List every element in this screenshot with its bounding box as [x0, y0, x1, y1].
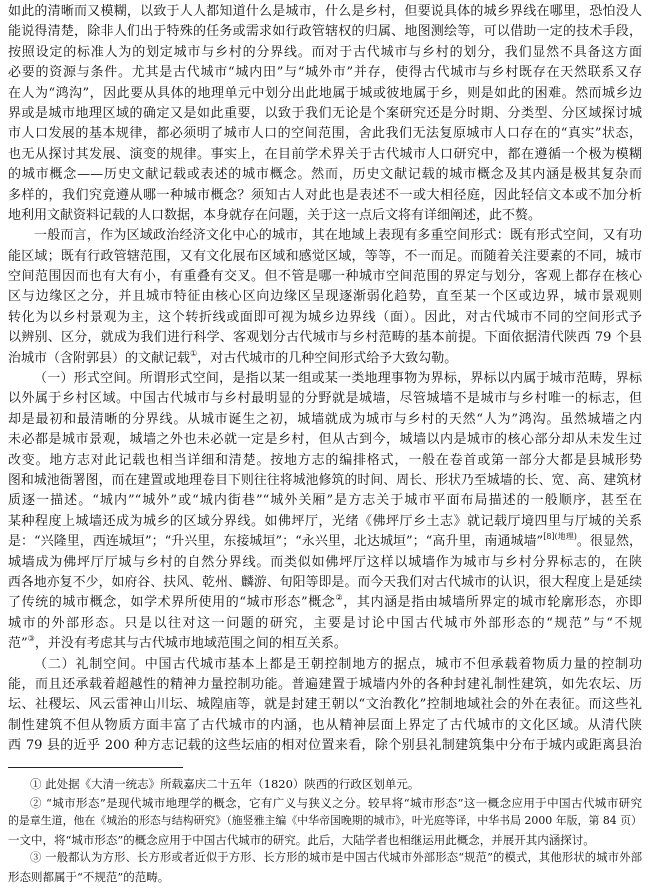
main-text — [8, 2, 642, 756]
text-run: 未必都是城市景观，城墙之外也未必就一定是乡村，但从古到今，城墙以内是城市的核心部分却从未发生过 — [8, 432, 642, 448]
text-run: ③ 一般都认为方形、长方形或者近似于方形、长方形的城市是中国古代城市外部形态“规范”的模式，其他形状的城市外部 — [30, 851, 642, 864]
text-run: 却是最初和最清晰的分界线。从城市诞生之初，城墙就成为城市与乡村的天然“人为”鸿沟。虽然城墙之内 — [8, 411, 642, 427]
text-run: 的城市概念——历史文献记载或表述的城市概念。然而，历史文献记载的城市概念及其内涵是极其复杂而 — [8, 167, 642, 183]
body-line — [8, 736, 642, 756]
body-line — [8, 512, 642, 532]
text-run: 是：“兴隆里，西连城垣”；“升兴里，东接城垣”；“永兴里，北达城垣”；“高升里，南通城墙” — [8, 534, 544, 550]
body-paragraph — [8, 2, 642, 226]
body-line — [8, 369, 642, 389]
body-line — [8, 226, 642, 246]
text-run: （一）形式空间。所谓形式空间，是指以某一组或某一类地理事物为界标，界标以内属于城市范畴，界标 — [34, 371, 642, 387]
body-line — [8, 328, 642, 348]
text-run: 以外属于乡村区域。中国古代城市与乡村最明显的分野就是城墙，尽管城墙不是城市与乡村唯一的标志，但 — [8, 391, 642, 407]
text-run: 质逐一描述。“城内”“城外”或“城内街巷”“城外关厢”是方志关于城市平面布局描述的一般顺序，甚至在 — [8, 493, 642, 509]
text-run: 坛、社稷坛、风云雷神山川坛、城隍庙等，就是封建王朝以“文治教化”控制地域社会的外在表征。而这些礼 — [8, 697, 642, 713]
body-line — [8, 695, 642, 715]
superscript-reference: ① — [190, 348, 198, 358]
text-run: 一般而言，作为区域政治经济文化中心的城市，其在地域上表现有多重空间形式：既有形式空间，又有功 — [34, 228, 642, 244]
text-run: 改变。地方志对此记载也相当详细和清楚。按地方志的编排格式，一般在卷首或第一部分大都是县城形势 — [8, 452, 642, 468]
body-paragraph — [8, 369, 642, 654]
text-run: ，其内涵是指由城墙所界定的城市轮廓形态，亦即 — [343, 595, 642, 611]
footnote-line — [8, 868, 642, 887]
text-run: 。很显然， — [576, 534, 642, 550]
body-line — [8, 430, 642, 450]
superscript-reference: ② — [335, 593, 344, 603]
footnote — [8, 775, 642, 794]
body-line — [8, 532, 642, 552]
body-line — [8, 410, 642, 430]
text-run: 图和城池衙署图，而在建置或地理卷目下则往往将城池修筑的时间、周长、形状乃至城墙的长、宽、高、建筑材 — [8, 472, 642, 488]
body-line — [8, 104, 642, 124]
text-run: 范” — [8, 636, 28, 652]
text-run: 制性建筑不但从物质方面丰富了古代城市的内涵，也从精神层面上界定了古代城市的文化区域。从清代陕 — [8, 717, 642, 733]
body-line — [8, 614, 642, 634]
body-line — [8, 655, 642, 675]
footnote — [8, 794, 642, 850]
text-run: 形态则都属于“不规范”的范畴。 — [8, 869, 170, 884]
body-line — [8, 553, 642, 573]
body-line — [8, 22, 642, 42]
superscript-reference: ③ — [27, 634, 35, 644]
body-line — [8, 716, 642, 736]
body-line — [8, 675, 642, 695]
text-run: 一文中，将“城市形态”的概念应用于中国古代城市的研究。此后，大陆学者也相继运用此概念，并展开其内涵探讨。 — [8, 832, 595, 847]
body-line — [8, 145, 642, 165]
body-line — [8, 267, 642, 287]
body-line — [8, 573, 642, 593]
text-run: 能区域；既有行政管辖范围，又有文化展布区域和感觉区域，等等，不一而足。而随着关注要素的不同，城市 — [8, 248, 642, 264]
footnote-line — [8, 775, 642, 794]
body-line — [8, 186, 642, 206]
body-line — [8, 451, 642, 471]
body-line — [8, 287, 642, 307]
text-run: 西 79 县的近乎 200 种方志记载的这些坛庙的相对位置来看，除个别县礼制建筑集中分布于城内或距离县治 — [8, 738, 642, 754]
text-run: ② “城市形态”是现代城市地理学的概念，它有广义与狭义之分。较早将“城市形态”这一概念应用于中国古代城市研究 — [30, 795, 642, 810]
text-run: 也无从探讨其发展、演变的规律。事实上，在目前学术界关于古代城市人口研究中，都在遵循一个极为模糊 — [8, 146, 642, 162]
body-line — [8, 389, 642, 409]
text-run: 了传统的城市概念，如学术界所使用的“城市形态”概念 — [8, 595, 336, 611]
text-run: 在人为“鸿沟”，因此要从具体的地理单元中划分出此地属于城或彼地属于乡，则是如此的困难。然而城乡边 — [8, 85, 642, 101]
text-run: 西各地亦复不少，如府谷、扶风、乾州、麟游、旬阳等即是。而今天我们对古代城市的认识，很大程度上是延续 — [8, 574, 642, 590]
body-line — [8, 2, 642, 22]
text-run: 必要的资源与条件。尤其是古代城市“城内田”与“城外市”并存，使得古代城市与乡村既存在天然联系又存 — [8, 65, 642, 81]
text-run: 治城市（含附郭县）的文献记载 — [8, 350, 191, 366]
text-run: 城市的外部形态。只是以往对这一问题的研究，主要是讨论中国古代城市外部形态的“规范”与“不规 — [8, 615, 642, 631]
text-run: 界或是城市地理区域的确定又是如此重要，以致于我们无论是个案研究还是分时期、分类型、分区域探讨城 — [8, 105, 642, 121]
text-run: 多样的，我们究竟遵从哪一种城市概念？须知古人对此也是表述不一或大相径庭，因此轻信文本或不加分析 — [8, 187, 642, 203]
text-run: 以辨别、区分，就成为我们进行科学、客观划分古代城市与乡村范畴的基本前提。下面依据清代陕西 79 个县 — [8, 330, 642, 346]
text-run: 地利用文献资料记载的人口数据，本身就存在问题，关于这一点后文将有详细阐述，此不赘。 — [8, 207, 542, 223]
footnote-line — [8, 812, 642, 831]
body-paragraph — [8, 655, 642, 757]
body-paragraph — [8, 226, 642, 369]
footnote — [8, 849, 642, 886]
text-run: 能说得清楚，除非人们出于特殊的任务或需求如行政管辖权的归属、地图测绘等，可以借助一定的技术手段， — [8, 24, 642, 40]
superscript-reference: [8](地理) — [543, 532, 577, 542]
footnote-line — [8, 849, 642, 868]
body-line — [8, 471, 642, 491]
text-run: 某种程度上城墙还成为城乡的区域分界线。如佛坪厅，光绪《佛坪厅乡土志》就记载厅境四里与厅城的关系 — [8, 513, 642, 529]
body-line — [8, 349, 642, 369]
body-line — [8, 634, 642, 654]
footnote-line — [8, 794, 642, 813]
body-line — [8, 206, 642, 226]
body-line — [8, 491, 642, 511]
text-run: （二）礼制空间。中国古代城市基本上都是王朝控制地方的据点，城市不但承载着物质力量的控制功 — [34, 656, 642, 672]
body-line — [8, 43, 642, 63]
body-line — [8, 84, 642, 104]
text-run: ，对古代城市的几种空间形式给予大致勾勒。 — [197, 350, 458, 366]
footnote-separator — [8, 767, 183, 768]
text-run: 区与边缘区之分，并且城市特征由核心区向边缘区呈现逐渐弱化趋势，直至某一个区或边界，城市景观则 — [8, 289, 642, 305]
text-run: 能，而且还承载着超越性的精神力量控制功能。普遍建置于城墙内外的各种封建礼制性建筑，如先农坛、历 — [8, 676, 642, 692]
body-line — [8, 124, 642, 144]
body-line — [8, 63, 642, 83]
footnotes — [8, 775, 642, 886]
body-line — [8, 593, 642, 613]
text-run: 按照设定的标准人为的划定城市与乡村的分界线。而对于古代城市与乡村的划分，我们显然不具备这方面 — [8, 44, 642, 60]
text-run: ，并没有考虑其与古代城市地域范围之间的相互关系。 — [34, 636, 347, 652]
body-line — [8, 308, 642, 328]
footnote-line — [8, 831, 642, 850]
text-run: 如此的清晰而又模糊，以致于人人都知道什么是城市，什么是乡村，但要说具体的城乡界线在哪里，恐怕没人 — [8, 4, 642, 19]
text-run: ① 此处据《大清一统志》所载嘉庆二十五年（1820）陕西的行政区划单元。 — [30, 777, 420, 791]
text-run: 的是章生道，他在《城治的形态与结构研究》（施竖雅主编《中华帝国晚期的城市》，叶光庭等译，中华书局 2000 年版，第 84 页） — [8, 814, 642, 827]
text-run: 转化为以乡村景观为主，这个转折线或面即可视为城乡边界线（面）。因此，对古代城市不同的空间形式予 — [8, 309, 642, 325]
body-line — [8, 165, 642, 185]
text-run: 空间范围因而也有大有小，有重叠有交叉。但不管是哪一种城市空间范围的界定与划分，客观上都存在核心 — [8, 269, 642, 285]
text-run: 市人口发展的基本规律，都必须明了城市人口的空间范围，舍此我们无法复原城市人口存在的“真实”状态， — [8, 126, 642, 142]
text-run: 城墙成为佛坪厅厅城与乡村的自然分界线。而类似如佛坪厅这样以城墙作为城市与乡村分界标志的，在陕 — [8, 554, 642, 570]
body-line — [8, 247, 642, 267]
